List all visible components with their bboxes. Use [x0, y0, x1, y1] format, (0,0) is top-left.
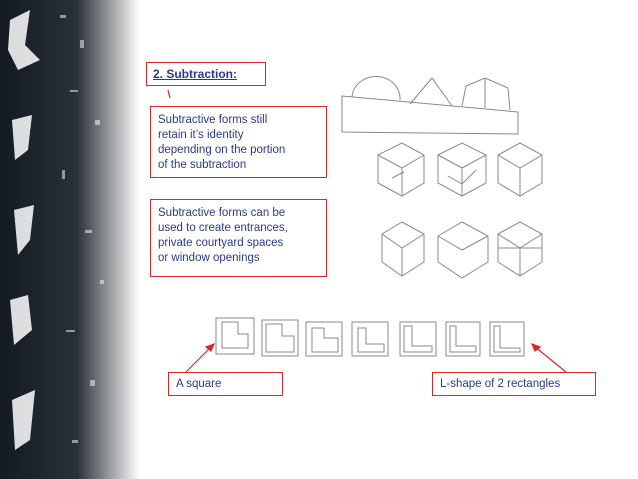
note-line: depending on the portion	[158, 144, 286, 156]
label-l-shape: L-shape of 2 rectangles	[432, 372, 596, 396]
note-line: of the subtraction	[158, 159, 247, 171]
note-line: or window openings	[158, 252, 260, 264]
arrow-to-square	[186, 346, 212, 372]
note-line: Subtractive forms still	[158, 114, 268, 126]
sketch-pentagon	[462, 78, 510, 110]
decorative-side-strip	[0, 0, 140, 479]
note-line: retain it’s identity	[158, 129, 244, 141]
sketch-cube-row-1	[378, 143, 542, 196]
note-box-identity	[150, 106, 327, 178]
note-line: Subtractive forms can be	[158, 207, 286, 219]
note-line: private courtyard spaces	[158, 237, 284, 249]
note-box-uses	[150, 199, 327, 277]
sketch-slab	[342, 96, 518, 134]
sketch-square-to-l-shapes	[216, 318, 524, 356]
sketch-triangle	[410, 78, 452, 106]
label-square: A square	[168, 372, 283, 396]
slide-title: 2. Subtraction:	[146, 62, 266, 86]
sketch-cube-row-2	[382, 222, 542, 278]
sketch-half-circle	[352, 76, 400, 100]
note-line: used to create entrances,	[158, 222, 288, 234]
arrow-to-l-shape	[534, 346, 566, 372]
